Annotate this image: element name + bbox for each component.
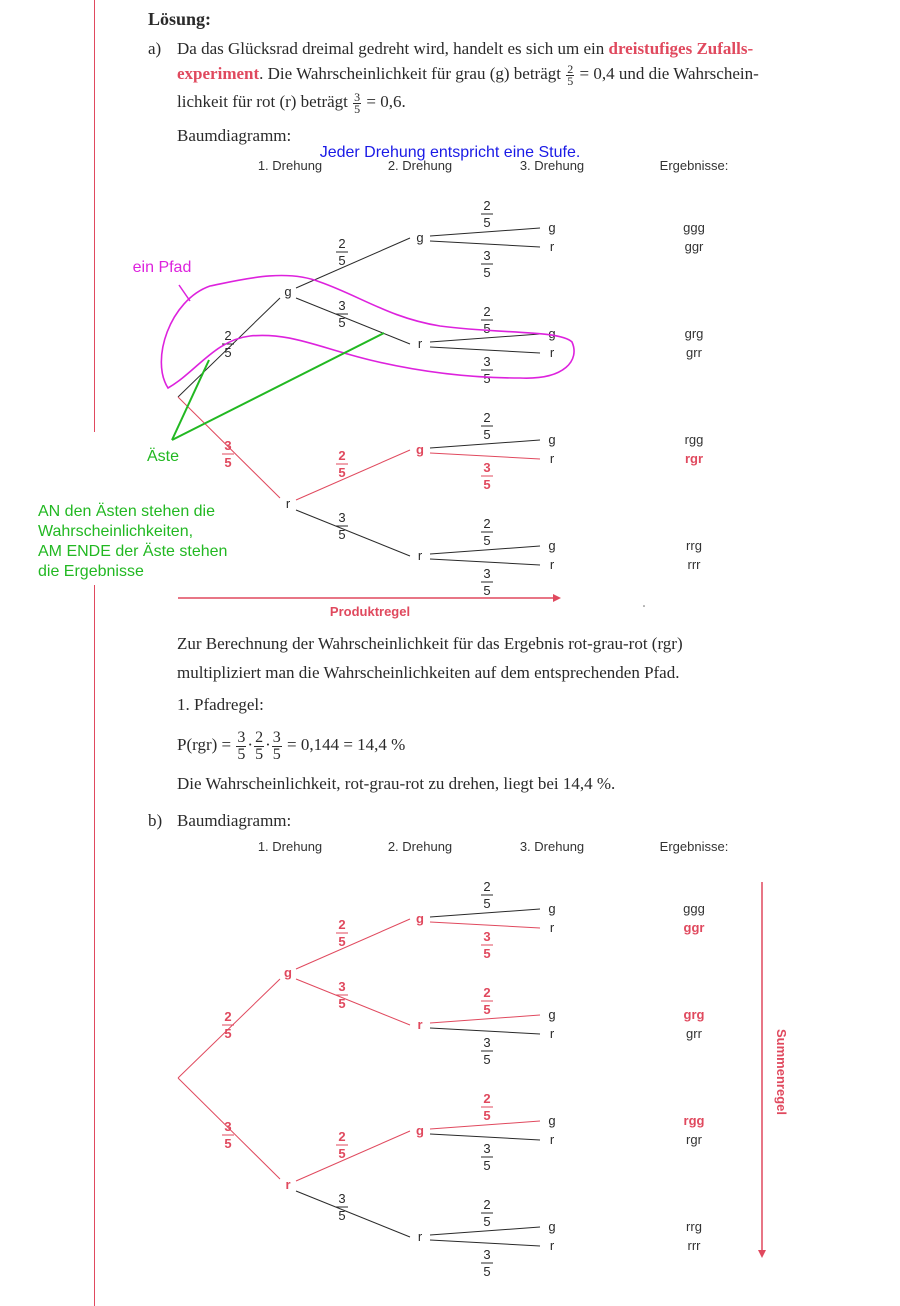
stray-dot xyxy=(643,605,645,607)
tree-b-node-ggg: g xyxy=(548,901,556,916)
tree-a-outcome-rrg: rrg xyxy=(686,538,702,553)
tree-a-prob-rrg-num: 2 xyxy=(483,516,491,531)
tree-a-edge-rrr xyxy=(430,559,540,565)
tree-a-node-grg: g xyxy=(548,326,556,341)
solution-heading: Lösung: xyxy=(148,9,212,29)
tree-b-prob-ggr-num: 3 xyxy=(483,929,491,944)
tree-b-prob-grg-den: 5 xyxy=(483,1002,491,1017)
tree-a-prob-gr-den: 5 xyxy=(338,315,346,330)
tree-b-edge-rgr xyxy=(430,1134,540,1140)
tree-b-edge-grr xyxy=(430,1028,540,1034)
produktregel-label: Produktregel xyxy=(329,604,411,619)
formula-fraction-2-den: 5 xyxy=(255,745,264,763)
tree-b-node-gr: r xyxy=(417,1017,423,1032)
tree-a-prob-rg-num: 2 xyxy=(338,448,346,463)
summenregel-label: Summenregel xyxy=(774,1029,789,1115)
tree-a-prob-rrr-num: 3 xyxy=(483,566,491,581)
tree-a-node-rr: r xyxy=(417,548,423,563)
aeste-pointer-2 xyxy=(172,333,384,440)
tree-a-edge-ggr xyxy=(430,241,540,247)
tree-a-node-r: r xyxy=(285,496,291,511)
tree-b-outcome-ggr: ggr xyxy=(683,920,705,935)
tree-a-outcome-grg: grg xyxy=(684,326,704,341)
tree-b-prob-rrr-num: 3 xyxy=(483,1247,491,1262)
tree-a-prob-grg-num: 2 xyxy=(483,304,491,319)
tree-a-outcome-ggg: ggg xyxy=(683,220,705,235)
tree-b-prob-rgr-den: 5 xyxy=(483,1158,491,1173)
tree-a-outcome-rgr: rgr xyxy=(684,451,704,466)
formula-fraction-1-num: 3 xyxy=(237,728,246,746)
formula: P(rgr) = $\frac{3}{5}$ · $\frac{2}{5}$ · $\frac{3}{5}$ = 0,144 = 14,4 % xyxy=(177,728,406,763)
part-a-line-3-text: lichkeit für rot (r) beträgt xyxy=(177,92,348,111)
tree-a-prob-rgg-num: 2 xyxy=(483,410,491,425)
tree-b-label: Baumdiagramm: xyxy=(177,811,292,830)
tree-b-node-ggr: r xyxy=(549,920,555,935)
tree-b-prob-rgg-num: 2 xyxy=(483,1091,491,1106)
tree-a-edge-gg xyxy=(296,238,410,288)
tree-a-edge-rgr xyxy=(430,453,540,459)
tree-a-node-ggg: g xyxy=(548,220,556,235)
tree-a-prob-ggr-den: 5 xyxy=(483,265,491,280)
tree-b-header-4: Ergebnisse: xyxy=(659,839,729,854)
tree-a-prob-rgr-den: 5 xyxy=(483,477,491,492)
branches-note-line-4: die Ergebnisse xyxy=(38,563,144,580)
tree-a-edge-rr xyxy=(296,510,410,556)
tree-a-header-1: 1. Drehung xyxy=(257,158,323,173)
formula-result: = 0,144 = 14,4 % xyxy=(286,735,406,754)
tree-a-node-ggr: r xyxy=(549,239,555,254)
keyword-dreistufiges: dreistufiges Zufalls- xyxy=(608,39,754,58)
keyword-experiment: experiment xyxy=(177,64,260,83)
tree-b-prob-ggr-den: 5 xyxy=(483,946,491,961)
tree-a-prob-grr-num: 3 xyxy=(483,354,491,369)
tree-a-prob-grg-den: 5 xyxy=(483,321,491,336)
tree-a-prob-rrg-den: 5 xyxy=(483,533,491,548)
tree-b-prob-rg-num: 2 xyxy=(338,1129,346,1144)
tree-a-prob-rgr-num: 3 xyxy=(483,460,491,475)
grau-value: = 0,4 und die Wahrschein- xyxy=(579,64,759,83)
tree-b-prob-r-den: 5 xyxy=(224,1136,232,1151)
tree-b-edge-rrr xyxy=(430,1240,540,1246)
tree-b-node-grg: g xyxy=(548,1007,556,1022)
rot-value: = 0,6. xyxy=(366,92,406,111)
tree-b-prob-grg-num: 2 xyxy=(483,985,491,1000)
tree-a-prob-rrr-den: 5 xyxy=(483,583,491,598)
tree-a-outcome-ggr: ggr xyxy=(684,239,704,254)
branches-note-line-1: AN den Ästen stehen die xyxy=(38,503,216,520)
calc-text-2: multipliziert man die Wahrscheinlichkeiten auf dem entsprechenden Pfad. xyxy=(177,663,680,682)
tree-b-outcome-rgg: rgg xyxy=(683,1113,705,1128)
tree-b-node-rg: g xyxy=(416,1123,424,1138)
tree-b-header-2: 2. Drehung xyxy=(387,839,453,854)
stufe-note: Jeder Drehung entspricht eine Stufe. xyxy=(319,144,581,161)
tree-b-node-rrg: g xyxy=(548,1219,556,1234)
tree-a-prob-g-den: 5 xyxy=(224,345,232,360)
tree-a-node-rgg: g xyxy=(548,432,556,447)
tree-b-prob-rr-num: 3 xyxy=(338,1191,346,1206)
tree-b-prob-grr-num: 3 xyxy=(483,1035,491,1050)
tree-b-prob-ggg-den: 5 xyxy=(483,896,491,911)
tree-b-outcome-rrr: rrr xyxy=(687,1238,701,1253)
tree-a-header-2: 2. Drehung xyxy=(387,158,453,173)
branches-note-line-3: AM ENDE der Äste stehen xyxy=(38,543,228,560)
tree-b-prob-ggg-num: 2 xyxy=(483,879,491,894)
tree-a-node-g: g xyxy=(284,284,292,299)
tree-b-prob-gg-num: 2 xyxy=(338,917,346,932)
tree-b-prob-gg-den: 5 xyxy=(338,934,346,949)
tree-a-node-rg: g xyxy=(416,442,424,457)
tree-a-prob-ggg-den: 5 xyxy=(483,215,491,230)
tree-b-prob-grr-den: 5 xyxy=(483,1052,491,1067)
tree-b-prob-gr-den: 5 xyxy=(338,996,346,1011)
tree-b-node-r: r xyxy=(285,1177,291,1192)
tree-b-edge-rr xyxy=(296,1191,410,1237)
tree-b-node-gg: g xyxy=(416,911,424,926)
summenregel-arrowhead xyxy=(758,1250,766,1258)
tree-a-prob-rg-den: 5 xyxy=(338,465,346,480)
part-a-line-2-text: . Die Wahrscheinlichkeit für grau (g) beträgt xyxy=(259,64,561,83)
tree-a-node-gg: g xyxy=(416,230,424,245)
tree-b-prob-g-num: 2 xyxy=(224,1009,232,1024)
tree-a-prob-rr-den: 5 xyxy=(338,527,346,542)
tree-a-prob-ggg-num: 2 xyxy=(483,198,491,213)
tree-b-prob-rr-den: 5 xyxy=(338,1208,346,1223)
tree-b-node-rgg: g xyxy=(548,1113,556,1128)
tree-a-edge-grr xyxy=(430,347,540,353)
tree-a-prob-ggr-num: 3 xyxy=(483,248,491,263)
tree-b-prob-rrr-den: 5 xyxy=(483,1264,491,1279)
tree-a-prob-grr-den: 5 xyxy=(483,371,491,386)
branches-note-line-2: Wahrscheinlichkeiten, xyxy=(38,523,194,540)
tree-b-node-rr: r xyxy=(417,1229,423,1244)
tree-a-prob-r-den: 5 xyxy=(224,455,232,470)
calc-text-1: Zur Berechnung der Wahrscheinlichkeit für das Ergebnis rot-grau-rot (rgr) xyxy=(177,634,683,653)
tree-a-prob-rr-num: 3 xyxy=(338,510,346,525)
part-a-label: a) xyxy=(148,39,162,58)
tree-b-prob-r-num: 3 xyxy=(224,1119,232,1134)
rule-label: 1. Pfadregel: xyxy=(177,695,264,714)
tree-a-outcome-rgg: rgg xyxy=(684,432,704,447)
tree-b-edge-rg xyxy=(296,1131,410,1181)
tree-b-prob-rrg-den: 5 xyxy=(483,1214,491,1229)
tree-b-outcome-grg: grg xyxy=(683,1007,705,1022)
tree-a-prob-gr-num: 3 xyxy=(338,298,346,313)
tree-b-edge-ggr xyxy=(430,922,540,928)
tree-a-node-rrr: r xyxy=(549,557,555,572)
tree-b-prob-rrg-num: 2 xyxy=(483,1197,491,1212)
tree-b-outcome-rgr: rgr xyxy=(686,1132,702,1147)
conclusion: Die Wahrscheinlichkeit, rot-grau-rot zu drehen, liegt bei 14,4 %. xyxy=(177,774,616,793)
rot-fraction-num: 3 xyxy=(354,89,361,104)
tree-a-prob-g-num: 2 xyxy=(224,328,232,343)
tree-a-prob-r-num: 3 xyxy=(224,438,232,453)
aeste-label: Äste xyxy=(146,448,180,465)
tree-b-outcome-grr: grr xyxy=(686,1026,702,1041)
tree-b-node-rrr: r xyxy=(549,1238,555,1253)
tree-a-label: Baumdiagramm: xyxy=(177,126,292,145)
tree-a-node-grr: r xyxy=(549,345,555,360)
tree-b-prob-rgr-num: 3 xyxy=(483,1141,491,1156)
formula-fraction-3-num: 3 xyxy=(272,728,281,746)
tree-b-prob-rgg-den: 5 xyxy=(483,1108,491,1123)
tree-b-header-1: 1. Drehung xyxy=(257,839,323,854)
formula-fraction-1-den: 5 xyxy=(237,745,246,763)
part-b-label: b) xyxy=(148,811,163,830)
part-a-line-1-text: Da das Glücksrad dreimal gedreht wird, handelt es sich um ein xyxy=(177,39,605,58)
tree-a-prob-gg-den: 5 xyxy=(338,253,346,268)
tree-a-prob-rgg-den: 5 xyxy=(483,427,491,442)
tree-b-node-rgr: r xyxy=(549,1132,555,1147)
tree-a-outcome-rrr: rrr xyxy=(687,557,701,572)
tree-a-node-rgr: r xyxy=(549,451,555,466)
produktregel-arrowhead xyxy=(553,594,561,602)
tree-b-outcome-ggg: ggg xyxy=(683,901,705,916)
tree-a-header-3: 3. Drehung xyxy=(519,158,585,173)
tree-b-node-grr: r xyxy=(549,1026,555,1041)
formula-fraction-3-den: 5 xyxy=(272,745,281,763)
tree-b-edge-gg xyxy=(296,919,410,969)
tree-a-edge-rg xyxy=(296,450,410,500)
tree-a-outcome-grr: grr xyxy=(686,345,702,360)
tree-b-prob-rg-den: 5 xyxy=(338,1146,346,1161)
tree-b-node-g: g xyxy=(284,965,292,980)
rot-fraction-den: 5 xyxy=(354,101,361,116)
tree-a-prob-gg-num: 2 xyxy=(338,236,346,251)
formula-prefix: P(rgr) = xyxy=(177,735,232,754)
pfad-label: ein Pfad xyxy=(132,259,192,276)
grau-fraction-den: 5 xyxy=(567,73,574,88)
tree-a-node-rrg: g xyxy=(548,538,556,553)
tree-a-node-gr: r xyxy=(417,336,423,351)
pfad-loop xyxy=(161,275,574,388)
tree-b-prob-gr-num: 3 xyxy=(338,979,346,994)
tree-b-outcome-rrg: rrg xyxy=(686,1219,702,1234)
formula-fraction-2-num: 2 xyxy=(255,728,264,746)
grau-fraction-num: 2 xyxy=(567,61,574,76)
tree-a-edge-gr xyxy=(296,298,410,344)
tree-b-edge-gr xyxy=(296,979,410,1025)
tree-b-header-3: 3. Drehung xyxy=(519,839,585,854)
tree-a-header-4: Ergebnisse: xyxy=(659,158,729,173)
tree-b-prob-g-den: 5 xyxy=(224,1026,232,1041)
